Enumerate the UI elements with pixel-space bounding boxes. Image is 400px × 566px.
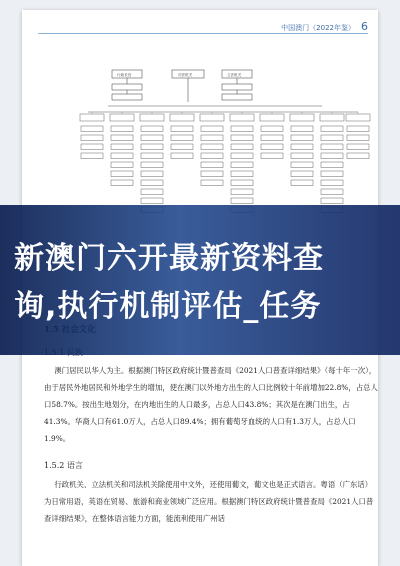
org-box: [231, 171, 253, 177]
org-box: [261, 153, 283, 159]
org-box: [347, 135, 369, 141]
org-box: [321, 126, 343, 132]
org-box: [291, 153, 313, 159]
org-box: [261, 135, 283, 141]
org-box: [141, 171, 163, 177]
org-box: [141, 135, 163, 141]
org-box: [141, 180, 163, 186]
org-box: [230, 114, 254, 121]
org-box: [81, 153, 103, 159]
org-box: [170, 114, 194, 121]
org-box: [231, 144, 253, 150]
page-header: [281, 20, 368, 33]
org-box: [321, 162, 343, 168]
org-box: [111, 162, 133, 168]
org-box: [171, 126, 193, 132]
org-box: [346, 114, 370, 121]
org-box: [320, 114, 344, 121]
org-top-right-label: 立法机关: [227, 73, 242, 77]
org-box: [261, 126, 283, 132]
org-box: [290, 114, 314, 121]
overlay-banner: [0, 205, 400, 355]
org-box: [231, 153, 253, 159]
org-box: [291, 162, 313, 168]
org-box: [81, 144, 103, 150]
org-box: [260, 114, 284, 121]
org-box: [111, 135, 133, 141]
org-box: [261, 144, 283, 150]
org-box: [110, 114, 134, 121]
org-box: [171, 144, 193, 150]
org-box: [201, 171, 223, 177]
org-box: [140, 114, 164, 121]
org-box: [111, 180, 133, 186]
subsection-language: 1.5.2 语言: [44, 461, 83, 470]
org-box: [347, 153, 369, 159]
org-box: [231, 135, 253, 141]
org-box: [291, 171, 313, 177]
org-box: [291, 135, 313, 141]
org-box: [347, 126, 369, 132]
org-top-left-label: 行政长官: [117, 73, 132, 77]
org-box: [111, 171, 133, 177]
org-box: [201, 144, 223, 150]
org-box: [291, 180, 313, 186]
org-box: [171, 153, 193, 159]
org-box: [201, 126, 223, 132]
org-box: [321, 180, 343, 186]
org-top-center-label: 司法机关: [178, 73, 193, 77]
org-box: [231, 189, 253, 195]
org-box: [201, 162, 223, 168]
org-box: [201, 153, 223, 159]
org-box: [141, 153, 163, 159]
org-box: [231, 126, 253, 132]
org-box: [321, 171, 343, 177]
org-box: [231, 162, 253, 168]
org-box: [231, 198, 253, 204]
org-box: [321, 189, 343, 195]
org-box: [141, 144, 163, 150]
org-box: [111, 153, 133, 159]
org-box: [231, 180, 253, 186]
org-box: [201, 180, 223, 186]
org-box: [291, 126, 313, 132]
org-box: [141, 162, 163, 168]
org-box: [80, 114, 104, 121]
paragraph-ethnicity: 澳门居民以华人为主。根据澳门特区政府统计暨普查局《2021人口普查详细结果》（每十年一次），由于居民外地居民和外地学生的增加，使在澳门以外地方出生的人口比例较十年前增加22.8%，占总人口58.7%。按出生地划分，在内地出生的人口最多，占总人口43.8%；其次是在澳门出生，占41.3%。华裔人口有61.0万人，占总人口89.4%；拥有葡萄牙血统的人口有1.3万人，占总人口1.9%。: [44, 366, 378, 443]
header-divider: [38, 33, 368, 34]
org-box: [171, 135, 193, 141]
org-box: [321, 198, 343, 204]
paragraph-language: 行政机关、立法机关和司法机关除使用中文外，还使用葡文，葡文也是正式语言。粤语（广东话）为日常用语，英语在贸易、旅游和商业领域广泛应用。根据澳门特区政府统计暨普查局《2021人口普查详细结果》，在整体语言能力方面，能流利使用广州话: [44, 480, 374, 523]
org-box: [321, 144, 343, 150]
org-box: [201, 135, 223, 141]
org-box: [200, 114, 224, 121]
org-box: [81, 126, 103, 132]
org-box: [347, 144, 369, 150]
org-box: [321, 153, 343, 159]
page-number: 6: [361, 20, 368, 33]
org-box: [81, 135, 103, 141]
org-box: [111, 126, 133, 132]
org-box: [111, 144, 133, 150]
banner-line-2: 询,执行机制评估_任务: [14, 289, 322, 324]
org-box: [141, 198, 163, 204]
header-title: 中国澳门（2022年鉴）: [281, 24, 355, 32]
banner-line-1: 新澳门六开最新资料查: [14, 241, 324, 276]
org-box: [321, 135, 343, 141]
org-box: [291, 144, 313, 150]
org-box: [141, 126, 163, 132]
org-box: [141, 189, 163, 195]
